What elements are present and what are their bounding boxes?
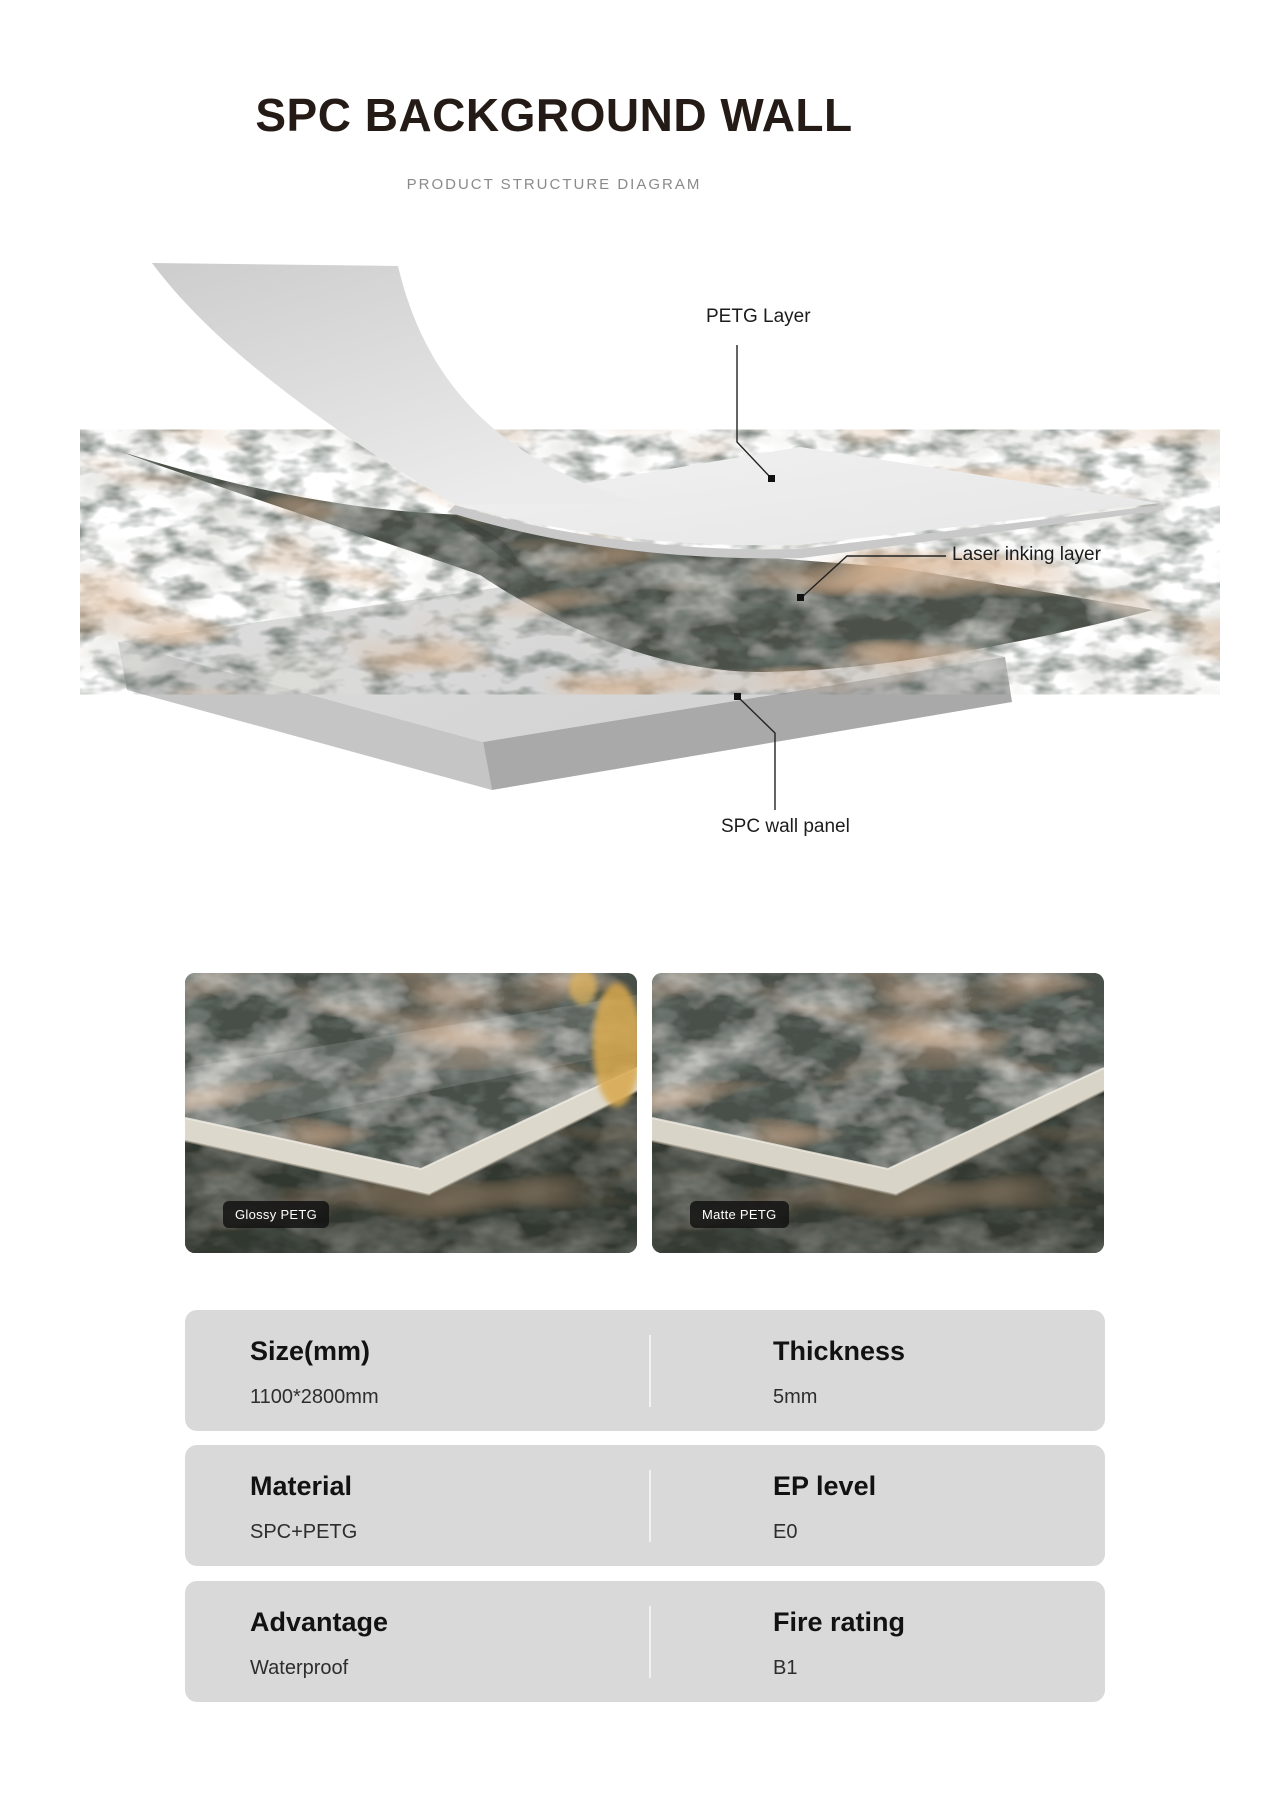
- spc-wall-panel-label: SPC wall panel: [721, 816, 850, 837]
- matte-petg-photo: [652, 973, 1104, 1253]
- matte-petg-badge: Matte PETG: [690, 1201, 789, 1228]
- spec-value-thickness: 5mm: [773, 1386, 818, 1408]
- spec-value-size: 1100*2800mm: [250, 1386, 379, 1408]
- spec-value-material: SPC+PETG: [250, 1521, 358, 1543]
- laser-leader-dot: [797, 594, 804, 601]
- laser-inking-layer-label: Laser inking layer: [952, 544, 1101, 565]
- petg-leader-dot: [768, 475, 775, 482]
- petg-layer-label: PETG Layer: [706, 306, 811, 327]
- spec-label-material: Material: [250, 1471, 353, 1501]
- spec-value-advantage: Waterproof: [250, 1657, 349, 1679]
- spc-leader-dot: [734, 693, 741, 700]
- spec-row-size-thickness: [185, 1310, 1105, 1431]
- spec-label-size: Size(mm): [250, 1336, 371, 1366]
- spec-divider: [649, 1606, 651, 1678]
- spec-row-material-ep: [185, 1445, 1105, 1566]
- glossy-petg-badge: Glossy PETG: [223, 1201, 329, 1228]
- spec-row-advantage-fire: [185, 1581, 1105, 1702]
- page-subtitle: PRODUCT STRUCTURE DIAGRAM: [406, 176, 702, 193]
- spec-divider: [649, 1335, 651, 1407]
- spec-label-fire-rating: Fire rating: [773, 1607, 906, 1637]
- spec-label-thickness: Thickness: [773, 1336, 906, 1366]
- spec-value-fire-rating: B1: [773, 1657, 798, 1679]
- glossy-petg-photo: [185, 973, 637, 1253]
- page-title: SPC BACKGROUND WALL: [255, 89, 853, 141]
- spec-label-advantage: Advantage: [250, 1607, 389, 1637]
- spec-divider: [649, 1470, 651, 1542]
- spec-label-ep-level: EP level: [773, 1471, 877, 1501]
- spec-value-ep-level: E0: [773, 1521, 798, 1543]
